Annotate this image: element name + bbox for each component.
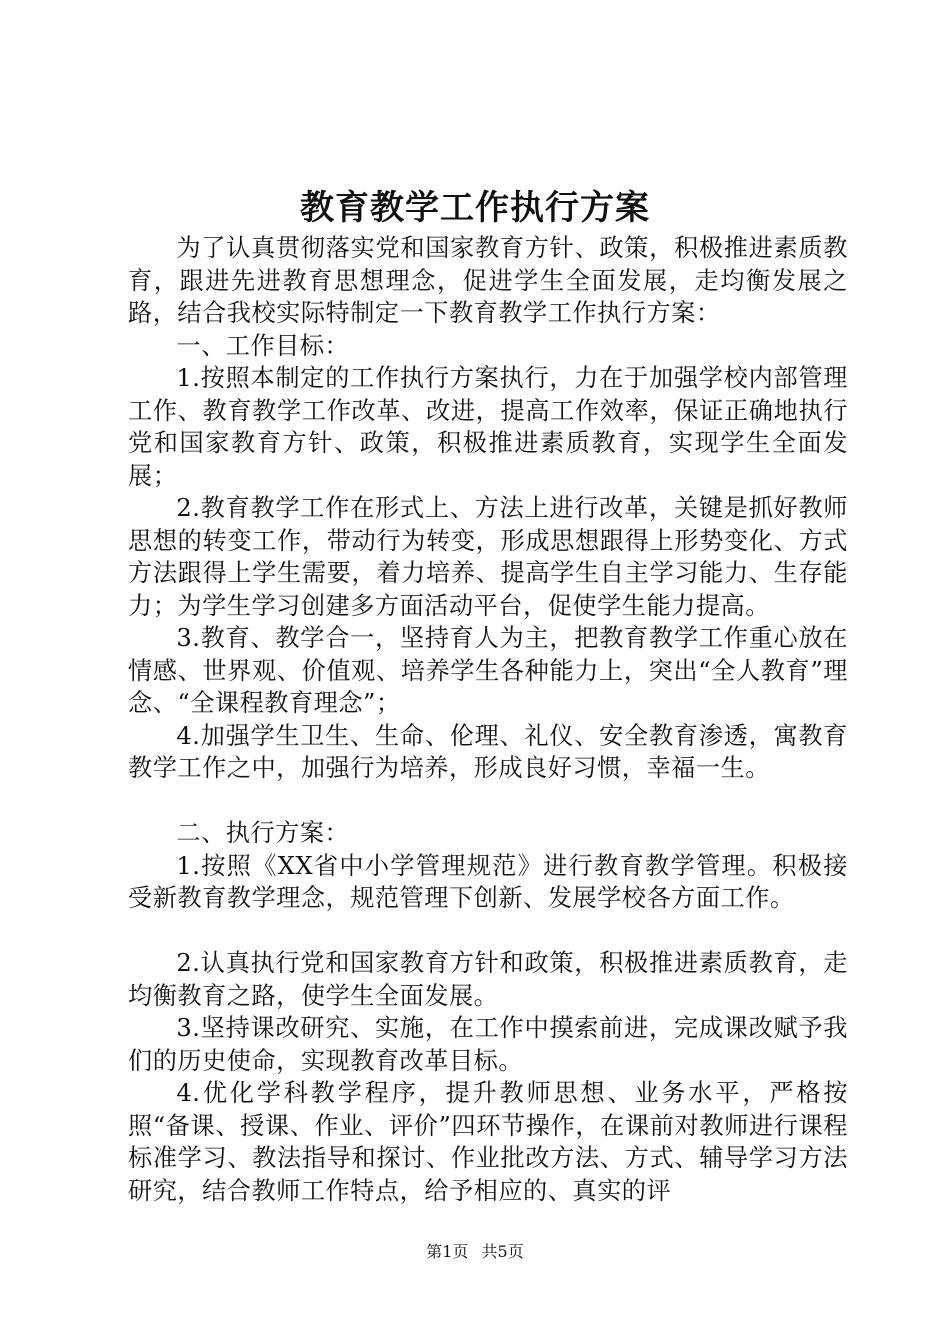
goal-item-2: 2.教育教学工作在形式上、方法上进行改革，关键是抓好教师思想的转变工作，带动行为转变，形成思想跟得上形势变化、方式方法跟得上学生需要，着力培养、提高学生自主学习能力、生存能力；为学生学习创建多方面活动平台，促使学生能力提高。 [128, 494, 848, 620]
plan-item-4: 4.优化学科教学程序，提升教师思想、业务水平，严格按照“备课、授课、作业、评价”四环节操作，在课前对教师进行课程标准学习、教法指导和探讨、作业批改方法、方式、辅导学习方法研究，结合教师工作特点，给予相应的、真实的评 [128, 1079, 848, 1205]
section-heading-plan: 二、执行方案： [176, 819, 350, 847]
goal-item-4: 4.加强学生卫生、生命、伦理、礼仪、安全教育渗透，寓教育教学工作之中，加强行为培养，形成良好习惯，幸福一生。 [128, 721, 848, 782]
goal-item-1: 1.按照本制定的工作执行方案执行，力在于加强学校内部管理工作、教育教学工作改革、改进，提高工作效率，保证正确地执行党和国家教育方针、政策，积极推进素质教育，实现学生全面发展； [128, 364, 848, 490]
paragraph-spacer [128, 785, 848, 818]
goal-item-3: 3.教育、教学合一，坚持育人为主，把教育教学工作重心放在情感、世界观、价值观、培养学生各种能力上，突出“全人教育”理念、“全课程教育理念”； [128, 624, 848, 717]
page-number: 第1页 [426, 1242, 469, 1261]
page-footer [0, 1240, 950, 1264]
intro-paragraph: 为了认真贯彻落实党和国家教育方针、政策，积极推进素质教育，跟进先进教育思想理念，促进学生全面发展，走均衡发展之路，结合我校实际特制定一下教育教学工作执行方案： [128, 234, 848, 327]
page-total: 共5页 [481, 1242, 524, 1261]
section-heading-goals: 一、工作目标： [176, 331, 350, 360]
plan-item-1: 1.按照《XX省中小学管理规范》进行教育教学管理。积极接受新教育教学理念，规范管理下创新、发展学校各方面工作。 [128, 851, 848, 912]
plan-item-3: 3.坚持课改研究、实施，在工作中摸索前进，完成课改赋予我们的历史使命，实现教育改革目标。 [128, 1014, 848, 1075]
document-title: 教育教学工作执行方案 [300, 188, 650, 228]
document-body [128, 232, 848, 1207]
paragraph-spacer [128, 915, 848, 948]
plan-item-2: 2.认真执行党和国家教育方针和政策，积极推进素质教育，走均衡教育之路，使学生全面发展。 [128, 949, 848, 1010]
